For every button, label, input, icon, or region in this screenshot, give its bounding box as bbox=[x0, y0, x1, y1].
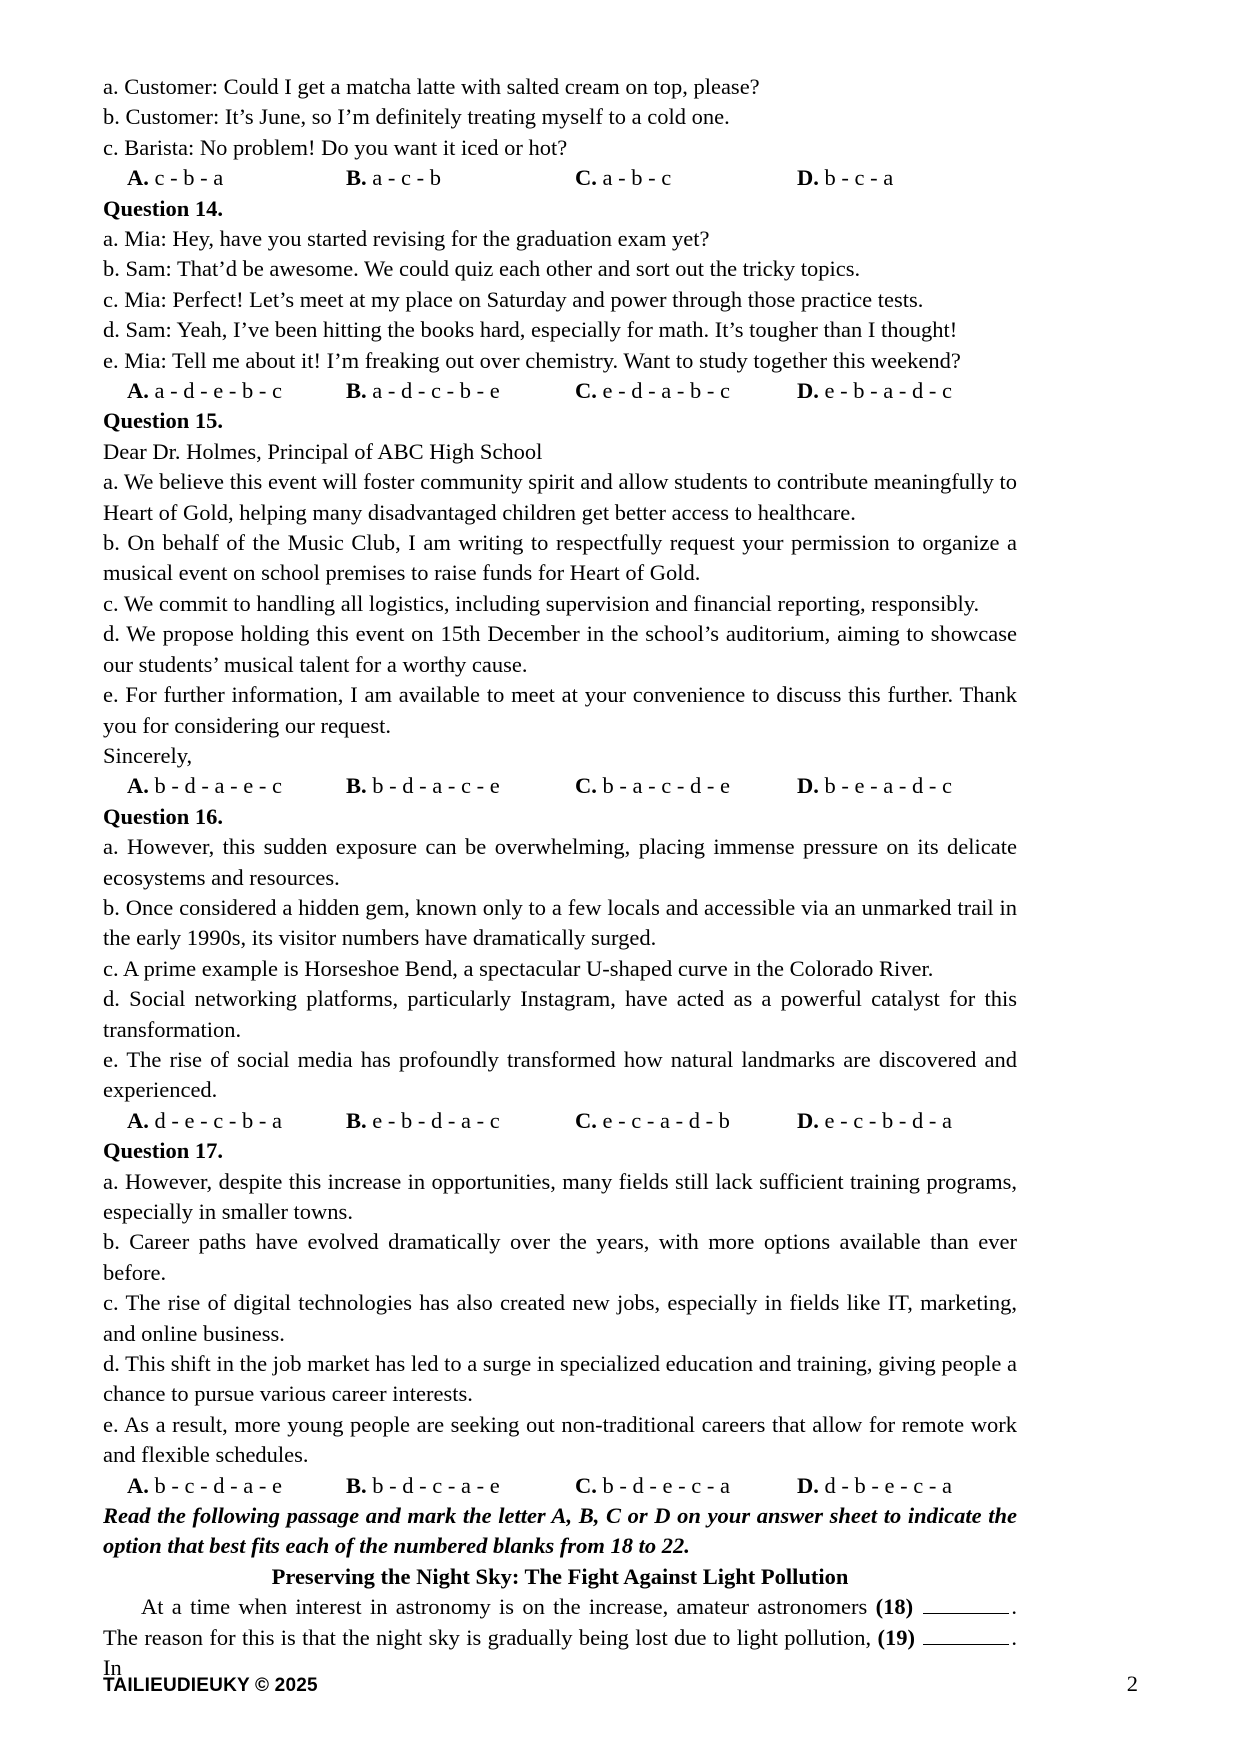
q15-item-c: c. We commit to handling all logistics, including supervision and financial reporting, responsibly. bbox=[103, 590, 980, 616]
q17-option-b[interactable] bbox=[346, 1471, 500, 1501]
option-letter: D. bbox=[797, 1472, 819, 1498]
passage-text-part3: . In bbox=[103, 1624, 1017, 1681]
q16-item-b: b. Once considered a hidden gem, known only to a few locals and accessible via an unmarked trail in the early 1990s, its visitor numbers have dramatically surged. bbox=[103, 894, 1017, 951]
page-footer bbox=[103, 1671, 1138, 1697]
q14-item-e: e. Mia: Tell me about it! I’m freaking out over chemistry. Want to study together this weekend? bbox=[103, 347, 961, 373]
option-sequence: b - d - c - a - e bbox=[372, 1472, 500, 1498]
option-sequence: e - d - a - b - c bbox=[602, 378, 730, 404]
option-letter: C. bbox=[575, 378, 597, 404]
option-letter: A. bbox=[127, 773, 149, 799]
q16-item-a: a. However, this sudden exposure can be overwhelming, placing immense pressure on its delicate ecosystems and resources. bbox=[103, 834, 1017, 890]
option-sequence: e - b - d - a - c bbox=[372, 1107, 500, 1133]
option-letter: B. bbox=[346, 378, 367, 404]
option-sequence: a - c - b bbox=[372, 165, 441, 191]
page-number: 2 bbox=[1126, 1671, 1138, 1696]
q13-option-c[interactable] bbox=[575, 163, 671, 193]
option-letter: A. bbox=[127, 378, 149, 404]
q16-item-e: e. The rise of social media has profoundly transformed how natural landmarks are discovered and experienced. bbox=[103, 1046, 1017, 1103]
reading-instruction: Read the following passage and mark the letter A, B, C or D on your answer sheet to indicate the option that best fits each of the numbered blanks from 18 to 22. bbox=[103, 1503, 1017, 1559]
option-letter: B. bbox=[346, 1107, 367, 1133]
question-15-heading: Question 15. bbox=[103, 408, 224, 434]
q17-options bbox=[103, 1471, 1017, 1501]
q13-option-b[interactable] bbox=[346, 163, 441, 193]
q15-item-b: b. On behalf of the Music Club, I am writing to respectfully request your permission to organize a musical event on school premises to raise funds for Heart of Gold. bbox=[103, 530, 1017, 586]
option-sequence: e - c - b - d - a bbox=[824, 1107, 952, 1133]
q16-option-b[interactable] bbox=[346, 1106, 500, 1136]
q16-item-c: c. A prime example is Horseshoe Bend, a spectacular U-shaped curve in the Colorado River. bbox=[103, 955, 934, 981]
option-sequence: e - b - a - d - c bbox=[824, 378, 952, 404]
q17-item-b: b. Career paths have evolved dramatically over the years, with more options available than ever before. bbox=[103, 1229, 1017, 1285]
option-sequence: b - d - e - c - a bbox=[602, 1472, 730, 1498]
option-sequence: b - c - d - a - e bbox=[154, 1472, 282, 1498]
option-sequence: b - e - a - d - c bbox=[824, 773, 952, 799]
q14-item-c: c. Mia: Perfect! Let’s meet at my place on Saturday and power through those practice tests. bbox=[103, 286, 924, 312]
question-17-heading: Question 17. bbox=[103, 1138, 224, 1164]
option-letter: B. bbox=[346, 165, 367, 191]
option-sequence: b - d - a - e - c bbox=[154, 773, 282, 799]
q14-option-c[interactable] bbox=[575, 376, 730, 406]
option-sequence: b - a - c - d - e bbox=[602, 773, 730, 799]
q17-item-c: c. The rise of digital technologies has also created new jobs, especially in fields like IT, marketing, and online business. bbox=[103, 1290, 1017, 1346]
option-sequence: a - d - c - b - e bbox=[372, 378, 500, 404]
q13-item-b: b. Customer: It’s June, so I’m definitely treating myself to a cold one. bbox=[103, 104, 730, 130]
q15-item-e: e. For further information, I am available to meet at your convenience to discuss this further. Thank you for considering our request. bbox=[103, 682, 1017, 738]
q13-options bbox=[103, 163, 1017, 193]
option-sequence: c - b - a bbox=[154, 165, 224, 191]
passage-text-part1: At a time when interest in astronomy is on the increase, amateur astronomers bbox=[141, 1594, 868, 1620]
passage-text-part2: . The reason for this is that the night sky is gradually being lost due to light pollution, bbox=[103, 1594, 1018, 1650]
q17-option-a[interactable] bbox=[127, 1471, 282, 1501]
blank-19-line[interactable] bbox=[923, 1625, 1009, 1645]
q15-option-b[interactable] bbox=[346, 771, 500, 801]
option-letter: D. bbox=[797, 378, 819, 404]
option-letter: D. bbox=[797, 773, 819, 799]
q14-item-b: b. Sam: That’d be awesome. We could quiz each other and sort out the tricky topics. bbox=[103, 256, 861, 282]
q15-option-d[interactable] bbox=[797, 771, 952, 801]
option-letter: B. bbox=[346, 773, 367, 799]
q13-item-c: c. Barista: No problem! Do you want it iced or hot? bbox=[103, 134, 568, 160]
option-sequence: b - d - a - c - e bbox=[372, 773, 500, 799]
q15-option-c[interactable] bbox=[575, 771, 730, 801]
q15-item-a: a. We believe this event will foster community spirit and allow students to contribute meaningfully to Heart of Gold, helping many disadvantaged children get better access to healthcare. bbox=[103, 469, 1017, 525]
page-content bbox=[103, 72, 1017, 1683]
q17-option-d[interactable] bbox=[797, 1471, 952, 1501]
option-letter: C. bbox=[575, 165, 597, 191]
q14-item-a: a. Mia: Hey, have you started revising for the graduation exam yet? bbox=[103, 226, 710, 252]
q14-item-d: d. Sam: Yeah, I’ve been hitting the books hard, especially for math. It’s tougher than I thought! bbox=[103, 317, 958, 343]
option-sequence: e - c - a - d - b bbox=[602, 1107, 730, 1133]
q15-closing: Sincerely, bbox=[103, 742, 193, 768]
blank-18-line[interactable] bbox=[923, 1594, 1009, 1614]
passage-title: Preserving the Night Sky: The Fight Against Light Pollution bbox=[271, 1563, 849, 1589]
option-letter: C. bbox=[575, 773, 597, 799]
q13-option-a[interactable] bbox=[127, 163, 223, 193]
q16-option-d[interactable] bbox=[797, 1106, 952, 1136]
passage-paragraph bbox=[103, 1592, 1017, 1683]
q14-options bbox=[103, 376, 1017, 406]
option-letter: D. bbox=[797, 165, 819, 191]
option-sequence: a - b - c bbox=[602, 165, 672, 191]
blank-18-label: (18) bbox=[875, 1594, 914, 1620]
q15-salutation: Dear Dr. Holmes, Principal of ABC High School bbox=[103, 438, 543, 464]
q16-option-c[interactable] bbox=[575, 1106, 730, 1136]
question-16-heading: Question 16. bbox=[103, 803, 224, 829]
option-letter: A. bbox=[127, 1107, 149, 1133]
q17-item-a: a. However, despite this increase in opportunities, many fields still lack sufficient training programs, especially in smaller towns. bbox=[103, 1168, 1017, 1224]
q14-option-a[interactable] bbox=[127, 376, 282, 406]
option-sequence: b - c - a bbox=[824, 165, 894, 191]
option-sequence: d - b - e - c - a bbox=[824, 1472, 952, 1498]
option-letter: A. bbox=[127, 165, 149, 191]
q17-option-c[interactable] bbox=[575, 1471, 730, 1501]
q14-option-b[interactable] bbox=[346, 376, 500, 406]
q15-options bbox=[103, 771, 1017, 801]
question-14-heading: Question 14. bbox=[103, 195, 224, 221]
q14-option-d[interactable] bbox=[797, 376, 952, 406]
q13-item-a: a. Customer: Could I get a matcha latte with salted cream on top, please? bbox=[103, 74, 760, 99]
option-letter: B. bbox=[346, 1472, 367, 1498]
option-letter: C. bbox=[575, 1107, 597, 1133]
option-sequence: a - d - e - b - c bbox=[154, 378, 282, 404]
q13-option-d[interactable] bbox=[797, 163, 893, 193]
option-letter: A. bbox=[127, 1472, 149, 1498]
q16-options bbox=[103, 1106, 1017, 1136]
blank-19-label: (19) bbox=[877, 1624, 916, 1650]
q15-item-d: d. We propose holding this event on 15th December in the school’s auditorium, aiming to showcase our students’ musical talent for a worthy cause. bbox=[103, 621, 1017, 677]
q17-item-d: d. This shift in the job market has led to a surge in specialized education and training, giving people a chance to pursue various career interests. bbox=[103, 1351, 1017, 1407]
q15-option-a[interactable] bbox=[127, 771, 282, 801]
option-letter: C. bbox=[575, 1472, 597, 1498]
q16-option-a[interactable] bbox=[127, 1106, 282, 1136]
q17-item-e: e. As a result, more young people are seeking out non-traditional careers that allow for remote work and flexible schedules. bbox=[103, 1411, 1017, 1468]
q16-item-d: d. Social networking platforms, particularly Instagram, have acted as a powerful catalyst for this transformation. bbox=[103, 986, 1017, 1042]
option-sequence: d - e - c - b - a bbox=[154, 1107, 282, 1133]
footer-credit: TAILIEUDIEUKY © 2025 bbox=[103, 1675, 318, 1696]
option-letter: D. bbox=[797, 1107, 819, 1133]
